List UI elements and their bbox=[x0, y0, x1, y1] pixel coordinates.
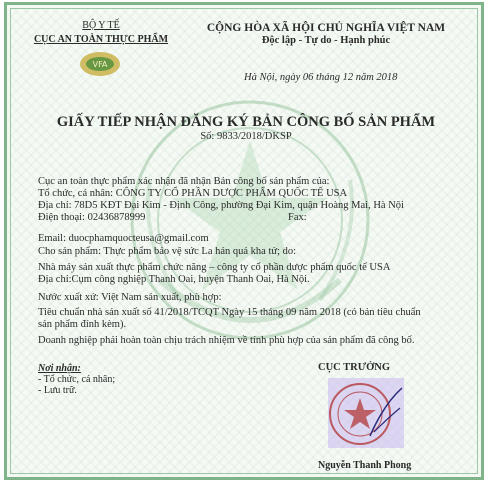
recipient-item: - Lưu trữ. bbox=[38, 385, 77, 396]
agency-logo-icon bbox=[78, 50, 122, 78]
address-line: Địa chỉ: 78D5 KĐT Đại Kim - Định Công, phường Đại Kim, quận Hoàng Mai, Hà Nội bbox=[38, 200, 404, 211]
agency-logo-text: VFA bbox=[92, 60, 108, 69]
manufacturer-address-line: Địa chỉ:Cụm công nghiệp Thanh Oai, huyện Thanh Oai, Hà Nội. bbox=[38, 274, 310, 285]
country-name: CỘNG HÒA XÃ HỘI CHỦ NGHĨA VIỆT NAM bbox=[206, 22, 446, 34]
standard-line-1: Tiêu chuẩn nhà sản xuất số 41/2018/TCQT Ngày 15 tháng 09 năm 2018 (có bản tiêu chuẩn bbox=[38, 307, 421, 318]
recipients-block bbox=[38, 363, 115, 396]
official-seal-stamp bbox=[322, 374, 404, 456]
recipients-heading: Nơi nhận: bbox=[38, 363, 81, 374]
phone-line: Điện thoại: 02436878999 bbox=[38, 212, 146, 223]
national-motto: Độc lập - Tự do - Hạnh phúc bbox=[261, 35, 391, 46]
intro-line: Cục an toàn thực phẩm xác nhận đã nhận Bản công bố sản phẩm của: bbox=[38, 176, 330, 187]
manufacturer-line: Nhà máy sản xuất thực phẩm chức năng – công ty cổ phần dược phẩm quốc tế USA bbox=[38, 262, 391, 273]
product-line: Cho sản phẩm: Thực phẩm bảo vệ sức La hán quả kha tử; do: bbox=[38, 246, 297, 257]
email-line: Email: duocphamquocteusa@gmail.com bbox=[38, 233, 209, 244]
origin-line: Nước xuất xứ: Việt Nam sản xuất, phù hợp: bbox=[38, 292, 222, 303]
organization-line bbox=[38, 188, 347, 200]
responsibility-line: Doanh nghiệp phải hoàn toàn chịu trách nhiệm về tính phù hợp của sản phẩm đã công bố. bbox=[38, 335, 415, 346]
issue-date: Hà Nội, ngày 06 tháng 12 năm 2018 bbox=[244, 72, 398, 83]
issuing-agency-header bbox=[26, 20, 176, 45]
signatory-title: CỤC TRƯỞNG bbox=[318, 362, 391, 373]
agency-name: CỤC AN TOÀN THỰC PHẨM bbox=[33, 34, 169, 45]
organization-name: CÔNG TY CỔ PHẦN DƯỢC PHẨM QUỐC TẾ USA bbox=[115, 188, 348, 199]
national-header bbox=[186, 22, 466, 46]
document-title: GIẤY TIẾP NHẬN ĐĂNG KÝ BẢN CÔNG BỐ SẢN PHẨM bbox=[56, 114, 436, 130]
signatory-name: Nguyễn Thanh Phong bbox=[318, 460, 412, 471]
ministry-name: BỘ Y TẾ bbox=[82, 20, 120, 31]
organization-label: Tổ chức, cá nhân: bbox=[38, 188, 114, 199]
document-number: Số: 9833/2018/DKSP bbox=[200, 131, 292, 142]
standard-line-2: sản phẩm đính kèm). bbox=[38, 319, 127, 330]
fax-line: Fax: bbox=[288, 212, 307, 223]
recipient-item: - Tổ chức, cá nhân; bbox=[38, 374, 116, 385]
